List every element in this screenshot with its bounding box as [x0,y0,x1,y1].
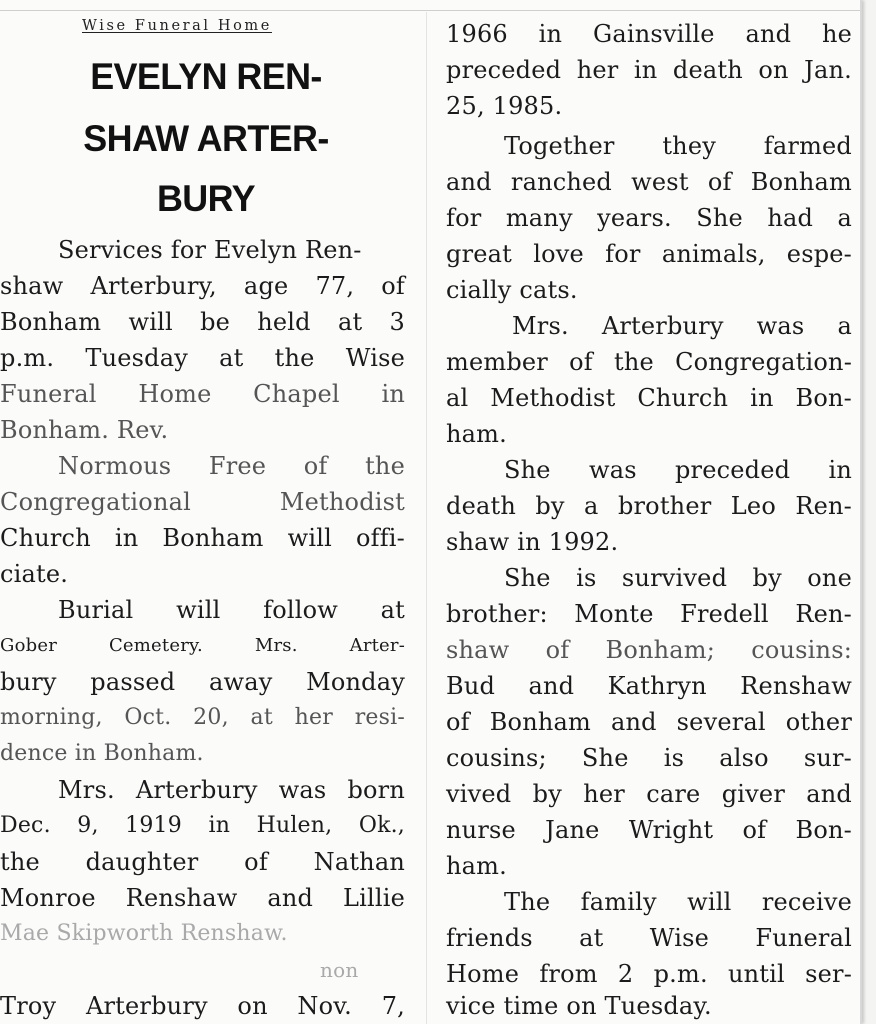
obituary-text-line: ham. [446,852,507,880]
obituary-text-line: preceded her in death on Jan. [446,56,852,84]
obituary-text-line: Church in Bonham will offi- [0,524,405,552]
obituary-text-line: al Methodist Church in Bon- [446,384,852,412]
obituary-text-line: the daughter of Nathan [0,848,405,876]
obituary-text-line: The family will receive [504,888,852,916]
headline-line-2: SHAW ARTER- [83,118,329,159]
obituary-text-line: and ranched west of Bonham [446,168,852,196]
obituary-text-line: 1966 in Gainsville and he [446,20,852,48]
obituary-text-line: shaw Arterbury, age 77, of [0,272,405,300]
obituary-text-line: morning, Oct. 20, at her resi- [0,705,405,730]
obituary-text-line: shaw of Bonham; cousins: [446,636,852,664]
obituary-text-line: cousins; She is also sur- [446,744,852,772]
obituary-text-line: non [320,958,359,982]
obituary-text-line: member of the Congregation- [446,348,852,376]
obituary-text-line: Together they farmed [504,132,852,160]
obituary-text-line: shaw in 1992. [446,528,619,556]
obituary-text-line: Mrs. Arterbury was a [512,312,852,340]
obituary-text-line: for many years. She had a [446,204,852,232]
obituary-text-line: friends at Wise Funeral [446,924,852,952]
obituary-text-line: Gober Cemetery. Mrs. Arter- [0,635,405,656]
obituary-text-line: dence in Bonham. [0,741,204,766]
obituary-text-line: brother: Monte Fredell Ren- [446,600,852,628]
clipping-right-edge [860,0,862,1024]
headline-line-1: EVELYN REN- [90,56,322,97]
obituary-text-line: 25, 1985. [446,92,563,120]
obituary-text-line: nurse Jane Wright of Bon- [446,816,852,844]
obituary-text-line: bury passed away Monday [0,668,405,696]
obituary-text-line: She is survived by one [504,564,852,592]
obituary-text-line: Burial will follow at [58,596,405,624]
obituary-text-line: of Bonham and several other [446,708,852,736]
obituary-text-line: vice time on Tuesday. [446,992,712,1020]
obituary-text-line: Bonham will be held at 3 [0,308,405,336]
obituary-text-line: Troy Arterbury on Nov. 7, [0,992,405,1020]
obituary-text-line: cially cats. [446,276,578,304]
obituary-text-line: great love for animals, espe- [446,240,852,268]
obituary-text-line: Mae Skipworth Renshaw. [0,921,288,946]
funeral-home-label: Wise Funeral Home [82,18,272,34]
obituary-text-line: ham. [446,420,507,448]
obituary-text-line: Mrs. Arterbury was born [58,776,405,804]
obituary-text-line: Bonham. Rev. [0,416,169,444]
obituary-text-line: Normous Free of the [58,452,405,480]
column-divider [426,12,427,1024]
obituary-text-line: death by a brother Leo Ren- [446,492,852,520]
obituary-text-line: vived by her care giver and [446,780,852,808]
obituary-text-line: Services for Evelyn Ren- [58,236,362,264]
obituary-text-line: Funeral Home Chapel in [0,380,405,408]
obituary-text-line: Dec. 9, 1919 in Hulen, Ok., [0,813,405,838]
obituary-text-line: Monroe Renshaw and Lillie [0,884,405,912]
obituary-text-line: Congregational Methodist [0,488,405,516]
obituary-text-line: p.m. Tuesday at the Wise [0,344,405,372]
clipping-top-edge [0,10,862,11]
obituary-text-line: Bud and Kathryn Renshaw [446,672,852,700]
obituary-text-line: She was preceded in [504,456,852,484]
obituary-text-line: Home from 2 p.m. until ser- [446,960,852,988]
headline-line-3: BURY [156,178,256,219]
obituary-text-line: ciate. [0,560,69,588]
